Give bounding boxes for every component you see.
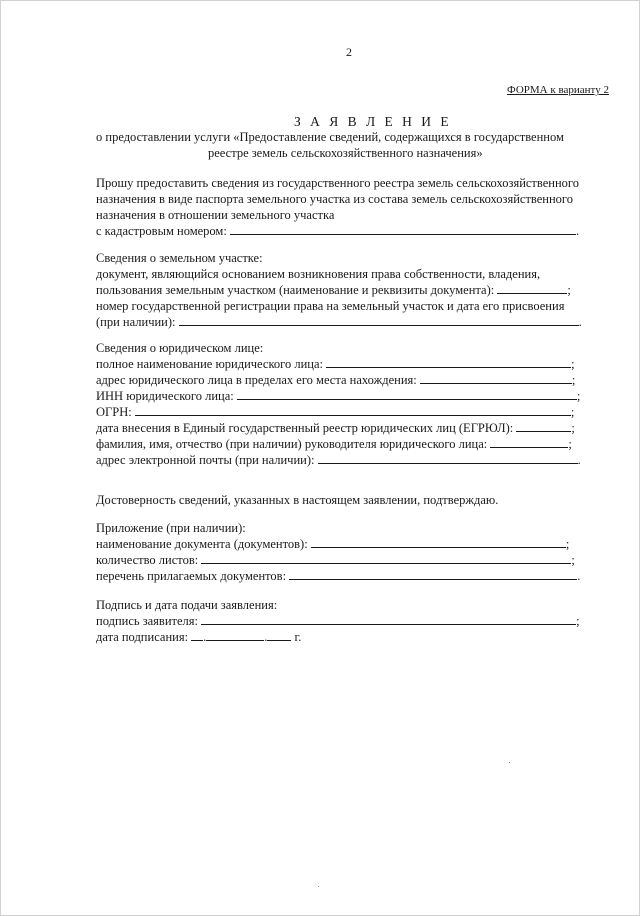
signature-date-row — [96, 629, 301, 645]
signature-date-dot-2: . — [264, 630, 268, 644]
legal-email-end: . — [577, 453, 581, 467]
scan-speck — [509, 762, 510, 763]
cadastral-row — [96, 223, 579, 239]
signature-applicant-field[interactable] — [201, 613, 576, 625]
legal-egrul-field[interactable] — [516, 420, 571, 432]
request-line-3: назначения в отношении земельного участка — [96, 208, 335, 222]
legal-inn-row — [96, 388, 580, 404]
legal-ogrn-label: ОГРН: — [96, 405, 132, 419]
land-doc-end: ; — [567, 283, 571, 297]
scan-speck — [318, 886, 319, 887]
legal-head-end: ; — [568, 437, 572, 451]
legal-egrul-row — [96, 420, 575, 436]
signature-date-day-field[interactable] — [191, 629, 203, 641]
confirmation-statement: Достоверность сведений, указанных в настоящем заявлении, подтверждаю. — [96, 493, 499, 507]
legal-address-field[interactable] — [420, 372, 572, 384]
subtitle-line-1: о предоставлении услуги «Предоставление сведений, содержащихся в государственном — [96, 130, 564, 144]
attachments-docname-label: наименование документа (документов): — [96, 537, 308, 551]
legal-fullname-field[interactable] — [326, 356, 571, 368]
attachments-sheets-row — [96, 552, 575, 568]
land-reg-line-1: номер государственной регистрации права на земельный участок и дата его присвоения — [96, 299, 565, 313]
legal-ogrn-field[interactable] — [135, 404, 571, 416]
cadastral-end: . — [575, 224, 580, 238]
legal-email-row — [96, 452, 581, 468]
attachments-docname-field[interactable] — [311, 536, 566, 548]
attachments-docname-row — [96, 536, 569, 552]
land-reg-field[interactable] — [179, 314, 579, 326]
legal-fullname-end: ; — [571, 357, 575, 371]
signature-year-suffix: г. — [294, 630, 302, 644]
form-label: ФОРМА к варианту 2 — [507, 84, 609, 96]
signature-applicant-label: подпись заявителя: — [96, 614, 198, 628]
attachments-list-field[interactable] — [289, 568, 577, 580]
signature-heading: Подпись и дата подачи заявления: — [96, 598, 278, 612]
request-line-2: назначения в виде паспорта земельного участка из состава земель сельскохозяйственного — [96, 192, 574, 206]
signature-date-month-field[interactable] — [206, 629, 264, 641]
legal-egrul-end: ; — [571, 421, 575, 435]
land-heading: Сведения о земельном участке: — [96, 251, 263, 265]
legal-inn-label: ИНН юридического лица: — [96, 389, 234, 403]
legal-heading: Сведения о юридическом лице: — [96, 341, 264, 355]
attachments-sheets-end: ; — [571, 553, 575, 567]
cadastral-number-field[interactable] — [230, 223, 576, 235]
legal-inn-field[interactable] — [237, 388, 577, 400]
legal-email-field[interactable] — [318, 452, 578, 464]
legal-address-end: ; — [571, 373, 576, 387]
signature-date-label: дата подписания: — [96, 630, 189, 644]
request-line-1: Прошу предоставить сведения из государственного реестра земель сельскохозяйственного — [96, 176, 579, 190]
signature-date-year-field[interactable] — [267, 629, 291, 641]
legal-fullname-label: полное наименование юридического лица: — [96, 357, 323, 371]
legal-inn-end: ; — [576, 389, 581, 403]
legal-address-row — [96, 372, 575, 388]
legal-fullname-row — [96, 356, 575, 372]
attachments-sheets-field[interactable] — [201, 552, 571, 564]
legal-ogrn-row — [96, 404, 574, 420]
attachments-list-label: перечень прилагаемых документов: — [96, 569, 287, 583]
signature-date-dot-1: . — [203, 630, 207, 644]
land-doc-row — [96, 282, 571, 298]
legal-head-row — [96, 436, 572, 452]
attachments-heading: Приложение (при наличии): — [96, 521, 246, 535]
legal-email-label: адрес электронной почты (при наличии): — [96, 453, 315, 467]
signature-applicant-end: ; — [576, 614, 580, 628]
attachments-docname-end: ; — [565, 537, 570, 551]
legal-address-label: адрес юридического лица в пределах его места нахождения: — [96, 373, 417, 387]
land-reg-row — [96, 314, 582, 330]
page-number: 2 — [346, 45, 352, 59]
land-doc-field[interactable] — [497, 282, 567, 294]
legal-head-label: фамилия, имя, отчество (при наличии) руководителя юридического лица: — [96, 437, 488, 451]
legal-ogrn-end: ; — [570, 405, 575, 419]
legal-head-field[interactable] — [490, 436, 568, 448]
land-doc-line-1: документ, являющийся основанием возникновения права собственности, владения, — [96, 267, 541, 281]
land-reg-label: (при наличии): — [96, 315, 176, 329]
subtitle-line-2: реестре земель сельскохозяйственного назначения» — [208, 146, 483, 160]
attachments-list-row — [96, 568, 580, 584]
land-doc-label: пользования земельным участком (наименование и реквизиты документа): — [96, 283, 495, 297]
document-title: З А Я В Л Е Н И Е — [294, 114, 452, 129]
attachments-list-end: . — [577, 569, 581, 583]
signature-applicant-row — [96, 613, 580, 629]
cadastral-label: с кадастровым номером: — [96, 224, 227, 238]
legal-egrul-label: дата внесения в Единый государственный реестр юридических лиц (ЕГРЮЛ): — [96, 421, 514, 435]
land-reg-end: . — [578, 315, 582, 329]
attachments-sheets-label: количество листов: — [96, 553, 199, 567]
